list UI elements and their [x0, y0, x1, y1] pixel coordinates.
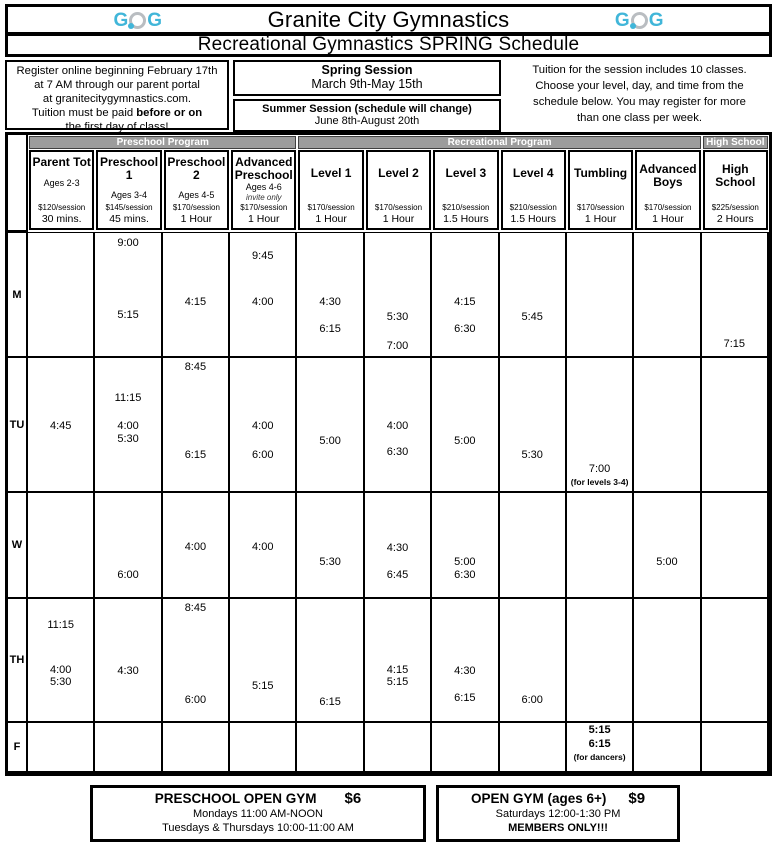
class-time: 4:30 [117, 665, 139, 678]
schedule-cell [95, 599, 162, 723]
column-header [164, 150, 229, 230]
schedule-cell [230, 358, 297, 493]
registration-info-box [5, 60, 229, 133]
schedule-grid [5, 132, 772, 776]
schedule-cell [163, 493, 230, 599]
column-header [703, 150, 768, 230]
schedule-cell [95, 493, 162, 599]
class-time: 5:15 [117, 309, 139, 322]
schedule-cell [500, 358, 567, 493]
class-time: 5:30 [386, 310, 409, 323]
tuition-line: Tuition for the session includes 10 classes. [532, 64, 747, 76]
class-time: 9:45 [252, 250, 274, 263]
schedule-cell [702, 493, 769, 599]
column-ages: Ages 2-3 [43, 177, 80, 188]
column-ages: Ages 4-5 [178, 190, 215, 201]
column-header [298, 150, 363, 230]
class-time: 8:45 [184, 601, 207, 614]
schedule-cell [634, 232, 701, 358]
schedule-cell [432, 232, 499, 358]
column-name: Level 3 [445, 166, 487, 181]
schedule-cell [28, 358, 95, 493]
class-time: 8:45 [184, 360, 207, 373]
schedule-cell [297, 599, 364, 723]
column-price: $210/session [509, 203, 557, 212]
schedule-cell [163, 358, 230, 493]
class-time: 5:30 [117, 432, 139, 445]
class-time: 5:00 [454, 435, 476, 448]
class-time: 5:00 [319, 435, 341, 448]
class-time: 4:45 [49, 419, 72, 432]
class-time: 4:15 [184, 295, 207, 308]
column-price: $170/session [644, 202, 692, 212]
spring-session-title: Spring Session [321, 63, 413, 77]
column-name: High School [715, 162, 756, 189]
column-duration: 30 mins. [41, 213, 82, 225]
column-header [29, 150, 94, 230]
register-line: Register online beginning February 17th [16, 65, 218, 77]
schedule-cell [365, 493, 432, 599]
class-time: 9:00 [117, 236, 139, 249]
class-time: 6:00 [117, 568, 139, 581]
column-price-block [644, 203, 691, 225]
class-time: 4:00 [184, 540, 207, 553]
class-time: 6:15 [319, 695, 341, 708]
column-price: $145/session [105, 203, 153, 212]
preschool-open-gym-schedule: Mondays 11:00 AM-NOON [192, 808, 323, 820]
class-time: 4:30 [454, 665, 476, 678]
class-time: 5:15 [588, 724, 611, 737]
schedule-cell [634, 723, 701, 773]
program-banner: Preschool Program [29, 136, 296, 149]
column-name: Preschool 1 [100, 155, 159, 182]
column-duration: 1 Hour [315, 213, 347, 225]
class-time: 6:15 [588, 737, 611, 750]
class-time: 4:00 [252, 540, 274, 553]
column-name: Level 2 [378, 166, 419, 181]
summer-session-title: Summer Session (schedule will change) [262, 103, 472, 115]
gcg-logo-left [8, 11, 268, 30]
column-price-block [442, 203, 489, 225]
schedule-cell [567, 599, 634, 723]
schedule-cell [365, 599, 432, 723]
open-gym-row [5, 785, 772, 842]
schedule-cell [95, 232, 162, 358]
logo-letter-g: G [648, 9, 664, 31]
register-line: the first day of class! [65, 121, 169, 133]
schedule-cell [297, 358, 364, 493]
class-time: 4:00 [117, 419, 139, 432]
column-price: $170/session [172, 203, 220, 212]
summer-session-dates: June 8th-August 20th [314, 115, 420, 127]
register-line: at 7 AM through our parent portal [34, 79, 200, 91]
column-price: $170/session [577, 203, 625, 212]
summer-session-box [233, 99, 501, 132]
column-price: $210/session [442, 203, 490, 212]
column-duration: 1 Hour [382, 213, 415, 225]
column-duration: 1 Hour [652, 212, 684, 225]
column-price: $225/session [711, 202, 759, 212]
preschool-open-gym-schedule: Tuesdays & Thursdays 10:00-11:00 AM [162, 822, 354, 835]
class-time: 11:15 [47, 618, 75, 631]
program-banner: High School [703, 136, 768, 149]
register-line-text: Tuition must be paid [31, 107, 137, 119]
schedule-cell [500, 723, 567, 773]
class-time: 7:15 [723, 337, 746, 350]
register-line-bold: before or on [136, 107, 203, 119]
schedule-cell [230, 723, 297, 773]
register-line [9, 106, 225, 120]
schedule-cell [163, 723, 230, 773]
column-header [433, 150, 498, 230]
column-duration: 1 Hour [248, 213, 280, 225]
class-time: 5:30 [319, 556, 341, 569]
schedule-cell [95, 358, 162, 493]
column-name: Level 4 [512, 166, 554, 181]
schedule-cell [567, 232, 634, 358]
column-price: $170/session [374, 203, 423, 212]
column-header [568, 150, 633, 230]
column-ages: Ages 4-6 [245, 182, 282, 193]
logo-letter-g: G [113, 9, 129, 31]
column-duration: 1 Hour [584, 213, 617, 225]
schedule-cell [163, 232, 230, 358]
class-time: 4:30 [386, 541, 409, 554]
column-duration: 1.5 Hours [510, 213, 556, 225]
program-banner: Recreational Program [298, 136, 700, 149]
class-time: 6:45 [386, 568, 409, 581]
schedule-subtitle: Recreational Gymnastics SPRING Schedule [5, 34, 772, 57]
schedule-cell [432, 599, 499, 723]
column-header [501, 150, 566, 230]
column-ages: Ages 3-4 [111, 190, 148, 201]
schedule-cell [95, 723, 162, 773]
register-line: at granitecitygymnastics.com. [42, 93, 192, 105]
day-label: F [8, 723, 28, 773]
column-header [635, 150, 700, 230]
schedule-cell [702, 723, 769, 773]
class-note: (for dancers) [573, 751, 626, 762]
column-price: $120/session [38, 203, 86, 212]
schedule-cell [432, 493, 499, 599]
column-name: Level 1 [310, 166, 352, 181]
class-time: 4:15 [454, 295, 476, 308]
schedule-cell [230, 493, 297, 599]
schedule-cell [365, 723, 432, 773]
column-price-block [240, 203, 287, 225]
column-price-block [308, 203, 355, 225]
schedule-cell [28, 232, 95, 358]
preschool-open-gym-title [93, 790, 423, 807]
class-time: 4:00 [252, 295, 274, 308]
class-time: 5:45 [521, 310, 543, 323]
class-time: 5:00 [454, 556, 476, 569]
schedule-cell [702, 599, 769, 723]
column-header [366, 150, 431, 230]
class-time: 5:00 [656, 556, 678, 569]
class-time: 11:15 [114, 391, 142, 404]
class-time: 5:15 [386, 676, 409, 689]
schedule-cell [28, 493, 95, 599]
gcg-logo-right [509, 11, 769, 30]
column-price-block [375, 203, 422, 225]
column-name: Advanced Boys [639, 162, 697, 189]
column-name: Parent Tot [32, 155, 91, 169]
day-label: W [8, 493, 28, 599]
schedule-cell [702, 232, 769, 358]
column-name: Tumbling [574, 166, 628, 181]
schedule-cell [702, 358, 769, 493]
open-gym-price: $9 [628, 790, 646, 807]
schedule-cell [297, 232, 364, 358]
class-time: 4:15 [386, 663, 409, 676]
column-price-block [173, 203, 220, 225]
tuition-line: Choose your level, day, and time from the [535, 80, 744, 93]
swirl-c-icon [129, 12, 146, 29]
class-time: 6:30 [386, 446, 409, 459]
logo-letter-g: G [614, 9, 630, 31]
column-name: Preschool 2 [167, 155, 226, 182]
swirl-c-icon [631, 12, 648, 29]
schedule-cell [634, 358, 701, 493]
column-name: Advanced Preschool [234, 155, 293, 182]
open-gym-schedule: Saturdays 12:00-1:30 PM [495, 808, 621, 820]
class-time: 5:30 [49, 676, 72, 689]
schedule-cell [567, 358, 634, 493]
column-duration: 1 Hour [180, 213, 213, 225]
schedule-cell [297, 493, 364, 599]
open-gym-label: OPEN GYM (ages 6+) [470, 791, 607, 806]
schedule-cell [567, 493, 634, 599]
title-bar [5, 4, 772, 35]
preschool-open-gym-price: $6 [344, 790, 362, 807]
class-time: 5:30 [521, 448, 543, 461]
column-price-block [510, 203, 557, 225]
column-price: $170/session [240, 203, 288, 212]
column-price: $170/session [307, 203, 355, 212]
logo-letter-g: G [147, 9, 163, 31]
open-gym-title [439, 790, 677, 807]
info-row [5, 60, 772, 133]
preschool-open-gym-box [90, 785, 426, 842]
class-time: 5:15 [252, 679, 274, 692]
schedule-cell [432, 358, 499, 493]
class-time: 6:15 [184, 448, 207, 461]
schedule-cell [500, 599, 567, 723]
invite-only-note: invite only [245, 193, 282, 203]
column-price-block [105, 203, 152, 225]
column-header [96, 150, 161, 230]
class-time: 6:00 [252, 448, 274, 461]
column-price-block [577, 203, 624, 225]
class-time: 4:00 [386, 419, 409, 432]
schedule-cell [28, 599, 95, 723]
schedule-cell [634, 599, 701, 723]
schedule-cell [297, 723, 364, 773]
class-time: 7:00 [588, 463, 611, 476]
tuition-line: schedule below. You may register for more [533, 96, 746, 109]
open-gym-members-note: MEMBERS ONLY!!! [508, 822, 608, 835]
schedule-cell [432, 723, 499, 773]
schedule-cell [230, 599, 297, 723]
schedule-cell [500, 232, 567, 358]
class-time: 6:00 [521, 694, 543, 707]
schedule-cell [28, 723, 95, 773]
column-duration: 45 mins. [109, 213, 149, 225]
class-time: 6:15 [454, 691, 476, 704]
tuition-line: than one class per week. [577, 112, 702, 125]
class-time: 7:00 [386, 340, 409, 353]
spring-session-dates: March 9th-May 15th [311, 77, 423, 91]
class-time: 4:00 [252, 419, 274, 432]
spring-session-box [233, 60, 501, 96]
schedule-cell [163, 599, 230, 723]
corner-cell [8, 135, 28, 232]
column-header [231, 150, 296, 230]
class-note: (for levels 3-4) [570, 476, 629, 487]
day-label: TH [8, 599, 28, 723]
schedule-cell [365, 232, 432, 358]
schedule-cell [567, 723, 634, 773]
column-duration: 1.5 Hours [443, 213, 489, 225]
column-price-block [38, 203, 85, 225]
class-time: 6:30 [454, 568, 476, 581]
class-time: 6:15 [319, 323, 341, 336]
column-duration: 2 Hours [716, 212, 754, 225]
schedule-cell [500, 493, 567, 599]
day-label: TU [8, 358, 28, 493]
class-time: 6:30 [454, 323, 476, 336]
schedule-cell [634, 493, 701, 599]
session-info [233, 60, 501, 130]
schedule-cell [230, 232, 297, 358]
class-time: 4:00 [49, 663, 72, 676]
class-time: 6:00 [184, 694, 207, 707]
class-time: 4:30 [319, 295, 341, 308]
schedule-cell [365, 358, 432, 493]
open-gym-box [436, 785, 680, 842]
preschool-open-gym-label: PRESCHOOL OPEN GYM [154, 791, 317, 806]
column-price-block [712, 203, 759, 225]
day-label: M [8, 232, 28, 358]
page-title: Granite City Gymnastics [267, 7, 510, 32]
tuition-info [501, 60, 772, 130]
